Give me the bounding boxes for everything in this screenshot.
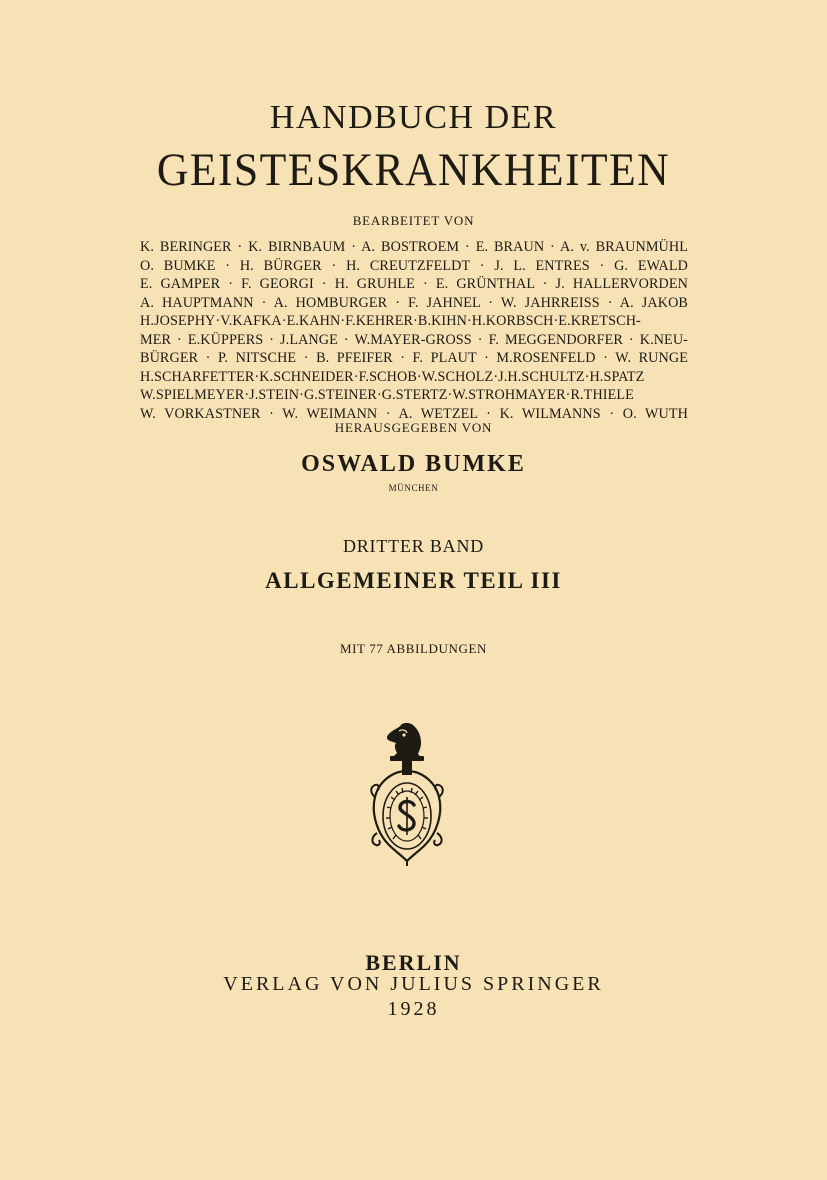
editor-intro: HERAUSGEGEBEN VON [334, 420, 493, 435]
contributors-line: H.SCHARFETTER·K.SCHNEIDER·F.SCHOB·W.SCHOLZ·J.H.SCHULTZ·H.SPATZ [140, 368, 645, 385]
cartouche-icon [371, 771, 443, 866]
knight-head-icon [387, 723, 424, 761]
publisher-name: VERLAG VON JULIUS SPRINGER [223, 973, 604, 995]
editor-name: OSWALD BUMKE [301, 451, 526, 477]
illustrations-note: MIT 77 ABBILDUNGEN [339, 641, 488, 656]
contributors-line: W. VORKASTNER · W. WEIMANN · A. WETZEL · K. WILMANNS · O. WUTH [140, 405, 688, 422]
contributors-intro: BEARBEITET VON [352, 213, 475, 228]
book-title-line-1: HANDBUCH DER [269, 99, 558, 136]
volume-number: DRITTER BAND [342, 536, 485, 556]
editor-city: MÜNCHEN [388, 483, 439, 493]
contributors-line: MER · E.KÜPPERS · J.LANGE · W.MAYER-GROSS · F. MEGGENDORFER · K.NEU- [140, 331, 688, 348]
contributors-line: E. GAMPER · F. GEORGI · H. GRUHLE · E. GRÜNTHAL · J. HALLERVORDEN [140, 276, 688, 292]
contributors-line: W.SPIELMEYER·J.STEIN·G.STEINER·G.STERTZ·W.STROHMAYER·R.THIELE [140, 387, 634, 403]
contributors-line: A. HAUPTMANN · A. HOMBURGER · F. JAHNEL · W. JAHRREISS · A. JAKOB [140, 294, 688, 311]
contributors-line: H.JOSEPHY·V.KAFKA·E.KAHN·F.KEHRER·B.KIHN·H.KORBSCH·E.KRETSCH- [140, 313, 641, 329]
publisher-city: BERLIN [365, 950, 462, 975]
volume-title: ALLGEMEINER TEIL III [265, 568, 562, 593]
publication-year: 1928 [387, 998, 440, 1020]
contributors-line: BÜRGER · P. NITSCHE · B. PFEIFER · F. PLAUT · M.ROSENFELD · W. RUNGE [140, 350, 688, 366]
springer-knight-emblem-icon [369, 721, 445, 867]
contributors-list [140, 238, 688, 423]
book-title-line-2: GEISTESKRANKHEITEN [156, 144, 671, 196]
contributors-line: O. BUMKE · H. BÜRGER · H. CREUTZFELDT · J. L. ENTRES · G. EWALD [140, 257, 688, 274]
contributors-line: K. BERINGER · K. BIRNBAUM · A. BOSTROEM · E. BRAUN · A. v. BRAUNMÜHL [140, 239, 688, 255]
